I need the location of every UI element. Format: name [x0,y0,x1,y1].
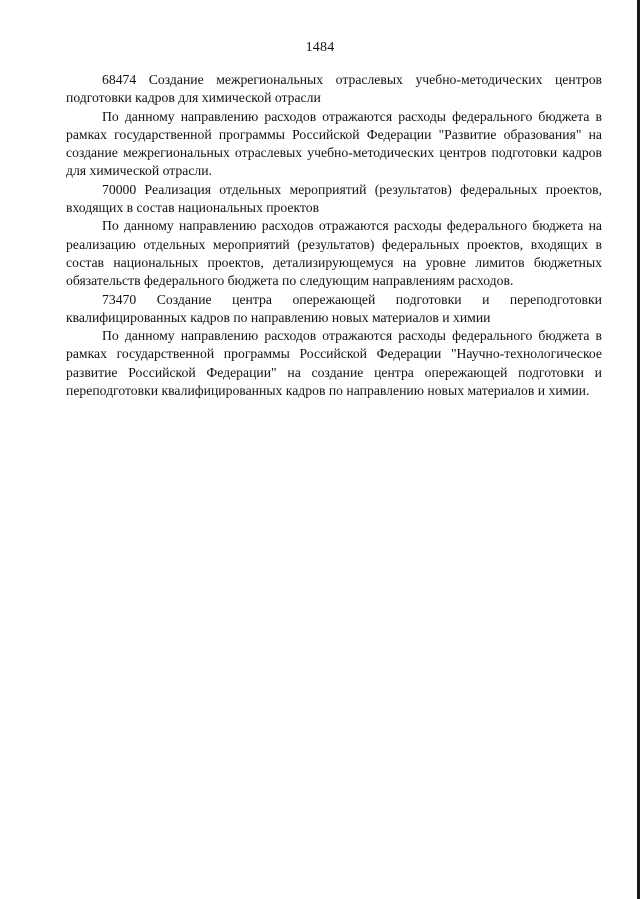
document-body [66,71,602,400]
page-number: 1484 [305,40,335,55]
paragraph-68474-heading: 68474 Создание межрегиональных отраслевых учебно-методических центров подготовки кадров для химической отрасли [66,72,602,106]
paragraph-70000-heading: 70000 Реализация отдельных мероприятий (результатов) федеральных проектов, входящих в состав национальных проектов [66,181,602,216]
paragraph-73470-description: По данному направлению расходов отражаются расходы федерального бюджета в рамках государственной программы Российской Федерации "Научно-технологическое развитие Российской Федерации" на создание центра опережающей подготовки и переподготовки квалифицированных кадров по направлению новых материалов и химии. [66,328,602,399]
paragraph-73470-heading: 73470 Создание центра опережающей подготовки и переподготовки квалифицированных кадров по направлению новых материалов и химии [66,291,602,325]
paragraph-68474-description: По данному направлению расходов отражаются расходы федерального бюджета в рамках государственной программы Российской Федерации "Развитие образования" на создание межрегиональных отраслевых учебно-методических центров подготовки кадров для химической отрасли. [66,108,602,179]
paragraph-70000-description: По данному направлению расходов отражаются расходы федерального бюджета на реализацию отдельных мероприятий (результатов) федеральных проектов, входящих в состав национальных проектов, детализирующемуся на уровне лимитов бюджетных обязательств федерального бюджета по следующим направлениям расходов. [66,218,602,289]
